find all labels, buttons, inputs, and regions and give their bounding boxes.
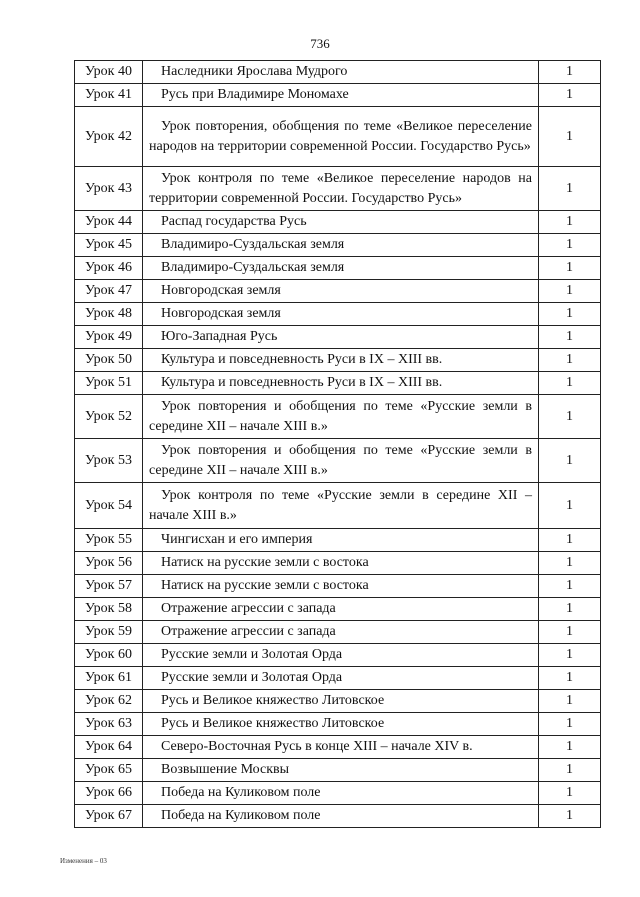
table-body <box>75 61 601 828</box>
table-row <box>75 257 601 280</box>
lesson-topic-cell: Чингисхан и его империя <box>143 529 539 552</box>
lesson-topic-cell: Натиск на русские земли с востока <box>143 575 539 598</box>
lesson-hours-cell: 1 <box>539 257 601 280</box>
table-row <box>75 439 601 483</box>
lesson-topic-cell: Русские земли и Золотая Орда <box>143 644 539 667</box>
lesson-number-cell: Урок 49 <box>75 326 143 349</box>
table-row <box>75 395 601 439</box>
lesson-number-cell: Урок 57 <box>75 575 143 598</box>
table-row <box>75 529 601 552</box>
lesson-topic-cell: Распад государства Русь <box>143 211 539 234</box>
lesson-topic-cell: Русские земли и Золотая Орда <box>143 667 539 690</box>
lesson-hours-cell: 1 <box>539 61 601 84</box>
lesson-topic-cell: Новгородская земля <box>143 303 539 326</box>
table-row <box>75 575 601 598</box>
lesson-hours-cell: 1 <box>539 483 601 529</box>
lesson-number-cell: Урок 63 <box>75 713 143 736</box>
lesson-topic-cell: Урок контроля по теме «Русские земли в середине XII – начале XIII в.» <box>143 483 539 529</box>
lesson-hours-cell: 1 <box>539 782 601 805</box>
lesson-topic-cell: Наследники Ярослава Мудрого <box>143 61 539 84</box>
lesson-number-cell: Урок 45 <box>75 234 143 257</box>
lesson-hours-cell: 1 <box>539 598 601 621</box>
lesson-topic-cell: Урок контроля по теме «Великое переселение народов на территории современной России. Государство Русь» <box>143 167 539 211</box>
lesson-topic-cell: Культура и повседневность Руси в IX – XIII вв. <box>143 349 539 372</box>
lesson-hours-cell: 1 <box>539 644 601 667</box>
table-row <box>75 736 601 759</box>
lesson-number-cell: Урок 46 <box>75 257 143 280</box>
table-row <box>75 167 601 211</box>
lesson-number-cell: Урок 56 <box>75 552 143 575</box>
lesson-number-cell: Урок 66 <box>75 782 143 805</box>
lesson-topic-cell: Победа на Куликовом поле <box>143 782 539 805</box>
table-row <box>75 713 601 736</box>
lesson-topic-cell: Урок повторения и обобщения по теме «Русские земли в середине XII – начале XIII в.» <box>143 395 539 439</box>
lesson-number-cell: Урок 50 <box>75 349 143 372</box>
lesson-topic-cell: Отражение агрессии с запада <box>143 621 539 644</box>
lesson-topic-cell: Культура и повседневность Руси в IX – XIII вв. <box>143 372 539 395</box>
lesson-number-cell: Урок 55 <box>75 529 143 552</box>
lesson-hours-cell: 1 <box>539 107 601 167</box>
lesson-hours-cell: 1 <box>539 621 601 644</box>
lesson-hours-cell: 1 <box>539 326 601 349</box>
lesson-number-cell: Урок 40 <box>75 61 143 84</box>
lesson-number-cell: Урок 62 <box>75 690 143 713</box>
table-row <box>75 598 601 621</box>
lesson-number-cell: Урок 54 <box>75 483 143 529</box>
table-row <box>75 211 601 234</box>
lesson-topic-cell: Отражение агрессии с запада <box>143 598 539 621</box>
lesson-hours-cell: 1 <box>539 805 601 828</box>
lesson-hours-cell: 1 <box>539 529 601 552</box>
table-row <box>75 621 601 644</box>
lesson-number-cell: Урок 51 <box>75 372 143 395</box>
lesson-topic-cell: Юго-Западная Русь <box>143 326 539 349</box>
lesson-number-cell: Урок 65 <box>75 759 143 782</box>
table-row <box>75 690 601 713</box>
lesson-hours-cell: 1 <box>539 84 601 107</box>
lesson-topic-cell: Русь и Великое княжество Литовское <box>143 690 539 713</box>
lesson-hours-cell: 1 <box>539 303 601 326</box>
lesson-number-cell: Урок 43 <box>75 167 143 211</box>
lesson-topic-cell: Натиск на русские земли с востока <box>143 552 539 575</box>
lesson-hours-cell: 1 <box>539 234 601 257</box>
lesson-hours-cell: 1 <box>539 280 601 303</box>
table-row <box>75 644 601 667</box>
table-row <box>75 483 601 529</box>
lesson-hours-cell: 1 <box>539 167 601 211</box>
lesson-number-cell: Урок 59 <box>75 621 143 644</box>
lesson-number-cell: Урок 48 <box>75 303 143 326</box>
lesson-number-cell: Урок 41 <box>75 84 143 107</box>
lesson-number-cell: Урок 61 <box>75 667 143 690</box>
lesson-topic-cell: Владимиро-Суздальская земля <box>143 234 539 257</box>
lesson-number-cell: Урок 53 <box>75 439 143 483</box>
table-row <box>75 349 601 372</box>
lesson-number-cell: Урок 58 <box>75 598 143 621</box>
lesson-topic-cell: Северо-Восточная Русь в конце XIII – начале XIV в. <box>143 736 539 759</box>
lesson-hours-cell: 1 <box>539 575 601 598</box>
lesson-topic-cell: Возвышение Москвы <box>143 759 539 782</box>
lesson-hours-cell: 1 <box>539 713 601 736</box>
lesson-hours-cell: 1 <box>539 439 601 483</box>
table-row <box>75 61 601 84</box>
table-row <box>75 552 601 575</box>
lesson-hours-cell: 1 <box>539 667 601 690</box>
lesson-topic-cell: Русь и Великое княжество Литовское <box>143 713 539 736</box>
table-row <box>75 667 601 690</box>
lesson-hours-cell: 1 <box>539 552 601 575</box>
table-row <box>75 303 601 326</box>
table-row <box>75 759 601 782</box>
lesson-hours-cell: 1 <box>539 736 601 759</box>
lesson-topic-cell: Русь при Владимире Мономахе <box>143 84 539 107</box>
lesson-topic-cell: Владимиро-Суздальская земля <box>143 257 539 280</box>
lesson-topic-cell: Победа на Куликовом поле <box>143 805 539 828</box>
lesson-hours-cell: 1 <box>539 372 601 395</box>
table-row <box>75 372 601 395</box>
table-row <box>75 782 601 805</box>
lesson-topic-cell: Урок повторения, обобщения по теме «Великое переселение народов на территории современной России. Государство Русь» <box>143 107 539 167</box>
lesson-number-cell: Урок 42 <box>75 107 143 167</box>
table-row <box>75 326 601 349</box>
lesson-hours-cell: 1 <box>539 690 601 713</box>
lesson-topic-cell: Новгородская земля <box>143 280 539 303</box>
lesson-number-cell: Урок 60 <box>75 644 143 667</box>
lesson-number-cell: Урок 52 <box>75 395 143 439</box>
page-number: 736 <box>310 36 330 51</box>
lesson-hours-cell: 1 <box>539 759 601 782</box>
table-row <box>75 234 601 257</box>
lesson-topic-cell: Урок повторения и обобщения по теме «Русские земли в середине XII – начале XIII в.» <box>143 439 539 483</box>
lesson-hours-cell: 1 <box>539 211 601 234</box>
lesson-number-cell: Урок 67 <box>75 805 143 828</box>
table-row <box>75 107 601 167</box>
table-row <box>75 805 601 828</box>
lesson-hours-cell: 1 <box>539 349 601 372</box>
lesson-hours-cell: 1 <box>539 395 601 439</box>
lesson-number-cell: Урок 64 <box>75 736 143 759</box>
table-row <box>75 84 601 107</box>
lesson-number-cell: Урок 44 <box>75 211 143 234</box>
lesson-table <box>74 60 601 828</box>
lesson-number-cell: Урок 47 <box>75 280 143 303</box>
table-row <box>75 280 601 303</box>
footer-revision-note: Изменения – 03 <box>60 857 107 865</box>
